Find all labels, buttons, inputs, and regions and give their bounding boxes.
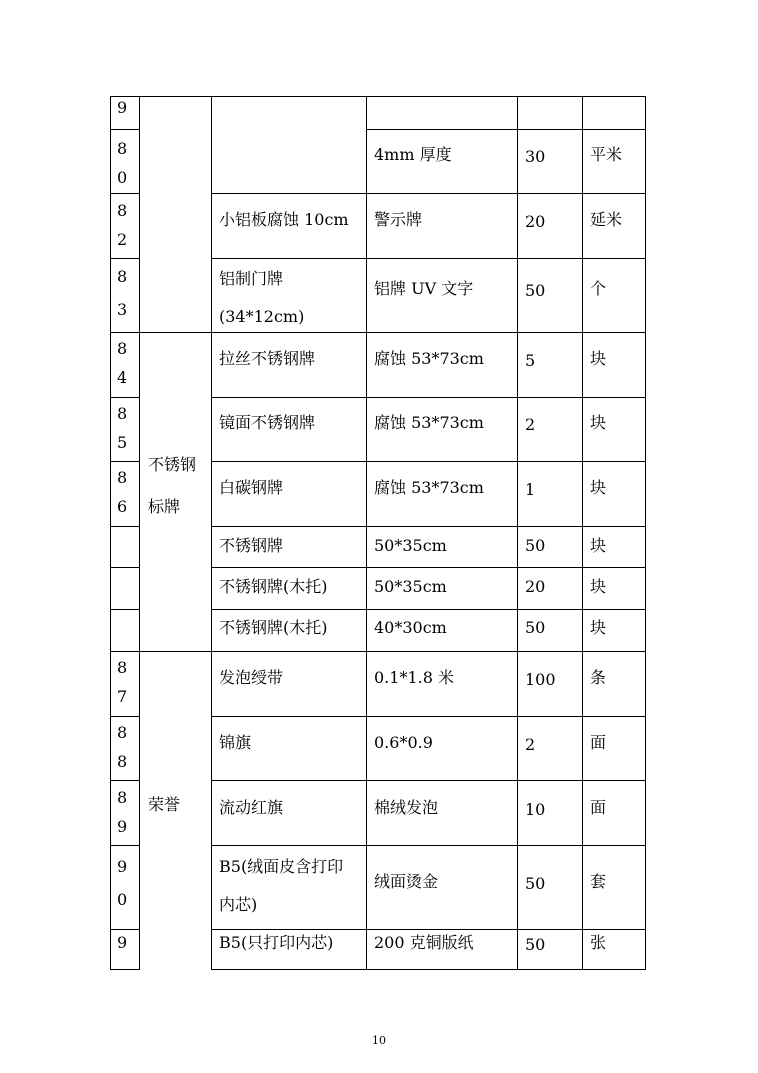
item-name: 不锈钢牌(木托) [219,618,328,637]
item-spec: 腐蚀 53*73cm [374,413,484,432]
item-unit: 块 [590,536,607,555]
item-spec: 50*35cm [374,577,447,596]
item-unit: 张 [590,933,607,952]
item-spec: 50*35cm [374,536,447,555]
item-unit: 块 [590,577,607,596]
row-number: 8 6 [117,468,128,516]
item-name: 白碳钢牌 [219,478,284,497]
item-name: B5(只打印内芯) [219,933,334,952]
item-unit: 平米 [590,145,623,164]
row-number: 8 7 [117,658,128,706]
item-name: 铝制门牌 (34*12cm) [219,269,305,326]
item-quantity: 50 [525,874,546,893]
category-stainless-sign: 不锈钢 标牌 [148,455,197,516]
item-name: 锦旗 [219,733,252,752]
item-spec: 铝牌 UV 文字 [374,279,474,298]
item-quantity: 50 [525,536,546,555]
row-number: 8 0 [117,139,128,187]
item-unit: 块 [590,349,607,368]
row-number: 9 0 [117,857,128,909]
item-unit: 套 [590,872,607,891]
item-name: 镜面不锈钢牌 [219,413,316,432]
item-unit: 个 [590,279,607,298]
row-number: 8 4 [117,339,128,387]
item-name: B5(绒面皮含打印 内芯) [219,857,344,914]
item-quantity: 30 [525,147,546,166]
row-number: 8 5 [117,404,128,452]
item-spec: 腐蚀 53*73cm [374,349,484,368]
item-quantity: 1 [525,480,536,499]
item-spec: 棉绒发泡 [374,798,439,817]
item-quantity: 20 [525,212,546,231]
item-quantity: 100 [525,670,556,689]
item-spec: 警示牌 [374,210,423,229]
row-number: 8 9 [117,788,128,836]
item-unit: 条 [590,668,607,687]
row-number: 9 [117,98,128,117]
item-spec: 4mm 厚度 [374,145,452,164]
item-quantity: 2 [525,735,536,754]
category-honor: 荣誉 [148,795,181,814]
item-quantity: 20 [525,577,546,596]
item-name: 小铝板腐蚀 10cm [219,210,349,229]
row-number: 8 3 [117,267,128,319]
item-name: 不锈钢牌(木托) [219,577,328,596]
item-name: 不锈钢牌 [219,536,284,555]
item-quantity: 10 [525,800,546,819]
item-unit: 面 [590,798,607,817]
item-quantity: 50 [525,935,546,954]
item-name: 发泡绶带 [219,668,284,687]
item-unit: 面 [590,733,607,752]
item-quantity: 2 [525,415,536,434]
page-number: 10 [372,1034,386,1047]
item-quantity: 5 [525,351,536,370]
item-quantity: 50 [525,618,546,637]
item-unit: 块 [590,618,607,637]
item-spec: 绒面烫金 [374,872,439,891]
item-spec: 0.1*1.8 米 [374,668,454,687]
item-spec: 腐蚀 53*73cm [374,478,484,497]
row-number: 8 8 [117,723,128,771]
item-unit: 块 [590,413,607,432]
row-number: 9 [117,933,128,952]
item-spec: 0.6*0.9 [374,733,433,752]
item-name: 流动红旗 [219,798,284,817]
item-unit: 延米 [590,210,623,229]
item-unit: 块 [590,478,607,497]
item-name: 拉丝不锈钢牌 [219,349,316,368]
item-quantity: 50 [525,281,546,300]
item-spec: 200 克铜版纸 [374,933,474,952]
row-number: 8 2 [117,201,128,249]
item-spec: 40*30cm [374,618,447,637]
